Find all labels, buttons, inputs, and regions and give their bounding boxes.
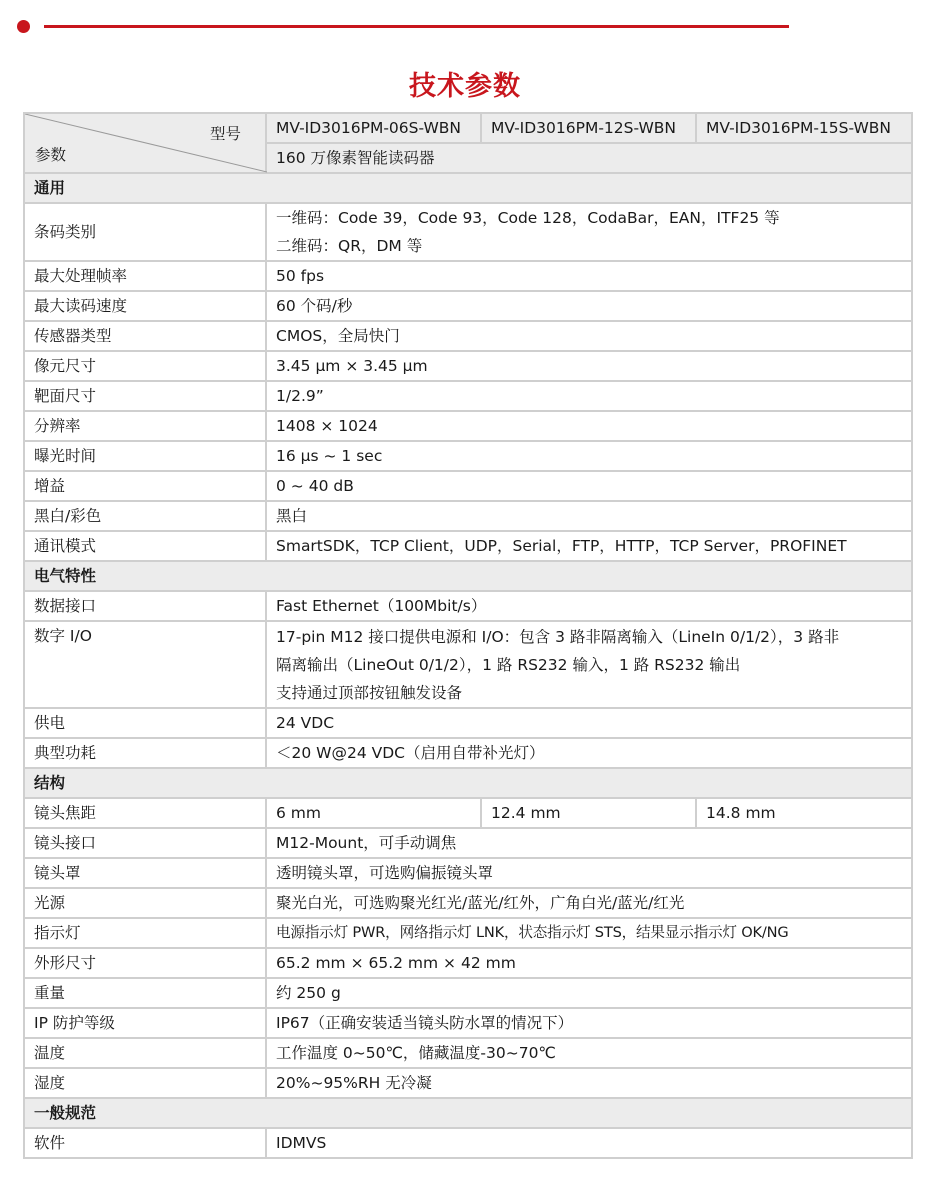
spec-row (24, 351, 912, 381)
spec-row (24, 441, 912, 471)
spec-row (24, 471, 912, 501)
red-rule (44, 25, 789, 28)
spec-row (24, 858, 912, 888)
spec-value: SmartSDK，TCP Client，UDP，Serial，FTP，HTTP，TCP Server，PROFINET (266, 531, 912, 561)
spec-row (24, 531, 912, 561)
spec-value: 65.2 mm × 65.2 mm × 42 mm (266, 948, 912, 978)
spec-label: 供电 (24, 708, 266, 738)
spec-label: 典型功耗 (24, 738, 266, 768)
spec-row-focal-length (24, 798, 912, 828)
spec-row (24, 708, 912, 738)
spec-row (24, 1128, 912, 1158)
model-label: 型号 (209, 125, 241, 143)
spec-label: 湿度 (24, 1068, 266, 1098)
spec-value: 约 250 g (266, 978, 912, 1008)
spec-label: 数字 I/O (24, 621, 266, 708)
section-title: 通用 (24, 173, 912, 203)
spec-label: 软件 (24, 1128, 266, 1158)
spec-value: Fast Ethernet（100Mbit/s） (266, 591, 912, 621)
section-title: 结构 (24, 768, 912, 798)
spec-row (24, 1068, 912, 1098)
spec-label: 最大读码速度 (24, 291, 266, 321)
spec-value: IDMVS (266, 1128, 912, 1158)
spec-value (266, 203, 912, 261)
spec-value: 聚光白光，可选购聚光红光/蓝光/红外，广角白光/蓝光/红光 (266, 888, 912, 918)
spec-label: 像元尺寸 (24, 351, 266, 381)
value-line: 二维码：QR，DM 等 (276, 237, 423, 255)
spec-row (24, 1038, 912, 1068)
spec-label: 重量 (24, 978, 266, 1008)
spec-row (24, 738, 912, 768)
section-title: 一般规范 (24, 1098, 912, 1128)
model-name: MV-ID3016PM-06S-WBN (266, 113, 481, 143)
spec-label: 通讯模式 (24, 531, 266, 561)
value-line: 17-pin M12 接口提供电源和 I/O：包含 3 路非隔离输入（LineIn 0/1/2），3 路非 (276, 627, 840, 646)
model-name: MV-ID3016PM-15S-WBN (696, 113, 912, 143)
spec-row (24, 621, 912, 708)
top-decoration (17, 20, 777, 34)
spec-value: 电源指示灯 PWR，网络指示灯 LNK，状态指示灯 STS，结果显示指示灯 OK/NG (266, 918, 912, 948)
page-title: 技术参数 (409, 71, 521, 102)
spec-row (24, 501, 912, 531)
spec-label: 镜头罩 (24, 858, 266, 888)
spec-row (24, 918, 912, 948)
spec-label: 曝光时间 (24, 441, 266, 471)
product-description: 160 万像素智能读码器 (266, 143, 912, 173)
spec-value: 1408 × 1024 (266, 411, 912, 441)
spec-label: 温度 (24, 1038, 266, 1068)
spec-label: 最大处理帧率 (24, 261, 266, 291)
header-row (24, 113, 912, 143)
spec-row (24, 978, 912, 1008)
spec-label: 数据接口 (24, 591, 266, 621)
spec-value: 0 ~ 40 dB (266, 471, 912, 501)
spec-label: 黑白/彩色 (24, 501, 266, 531)
spec-value (266, 621, 912, 708)
focal-value: 12.4 mm (481, 798, 696, 828)
section-header (24, 173, 912, 203)
spec-row (24, 888, 912, 918)
spec-row (24, 381, 912, 411)
spec-label: 光源 (24, 888, 266, 918)
section-header (24, 1098, 912, 1128)
spec-row (24, 411, 912, 441)
spec-label: 条码类别 (24, 203, 266, 261)
header-corner-cell (24, 113, 266, 173)
spec-value: 黑白 (266, 501, 912, 531)
spec-label: 镜头焦距 (24, 798, 266, 828)
param-label: 参数 (35, 146, 67, 164)
spec-label: 增益 (24, 471, 266, 501)
spec-value: 3.45 µm × 3.45 µm (266, 351, 912, 381)
spec-row (24, 591, 912, 621)
spec-value: ＜20 W@24 VDC（启用自带补光灯） (266, 738, 912, 768)
spec-label: 传感器类型 (24, 321, 266, 351)
section-header (24, 768, 912, 798)
spec-row (24, 828, 912, 858)
spec-label: 镜头接口 (24, 828, 266, 858)
spec-row (24, 291, 912, 321)
spec-value: 20%~95%RH 无冷凝 (266, 1068, 912, 1098)
spec-label: IP 防护等级 (24, 1008, 266, 1038)
spec-label: 靶面尺寸 (24, 381, 266, 411)
spec-value: 50 fps (266, 261, 912, 291)
spec-value: 16 µs ~ 1 sec (266, 441, 912, 471)
spec-label: 分辨率 (24, 411, 266, 441)
spec-label: 外形尺寸 (24, 948, 266, 978)
spec-value: 1/2.9” (266, 381, 912, 411)
spec-label: 指示灯 (24, 918, 266, 948)
spec-value: 透明镜头罩，可选购偏振镜头罩 (266, 858, 912, 888)
spec-row (24, 1008, 912, 1038)
section-title: 电气特性 (24, 561, 912, 591)
value-line: 隔离输出（LineOut 0/1/2），1 路 RS232 输入，1 路 RS232 输出 (276, 655, 741, 674)
spec-row (24, 261, 912, 291)
spec-value: CMOS，全局快门 (266, 321, 912, 351)
focal-value: 14.8 mm (696, 798, 912, 828)
spec-value: M12-Mount，可手动调焦 (266, 828, 912, 858)
section-header (24, 561, 912, 591)
focal-value: 6 mm (266, 798, 481, 828)
spec-value: 60 个码/秒 (266, 291, 912, 321)
spec-row (24, 203, 912, 261)
red-dot-icon (17, 20, 30, 33)
value-line: 支持通过顶部按钮触发设备 (276, 683, 463, 702)
value-line: 一维码：Code 39，Code 93，Code 128，CodaBar，EAN，ITF25 等 (276, 209, 780, 227)
spec-value: IP67（正确安装适当镜头防水罩的情况下） (266, 1008, 912, 1038)
spec-row (24, 321, 912, 351)
spec-table (23, 112, 913, 1159)
model-name: MV-ID3016PM-12S-WBN (481, 113, 696, 143)
spec-row (24, 948, 912, 978)
spec-value: 工作温度 0~50℃，储藏温度-30~70℃ (266, 1038, 912, 1068)
spec-value: 24 VDC (266, 708, 912, 738)
